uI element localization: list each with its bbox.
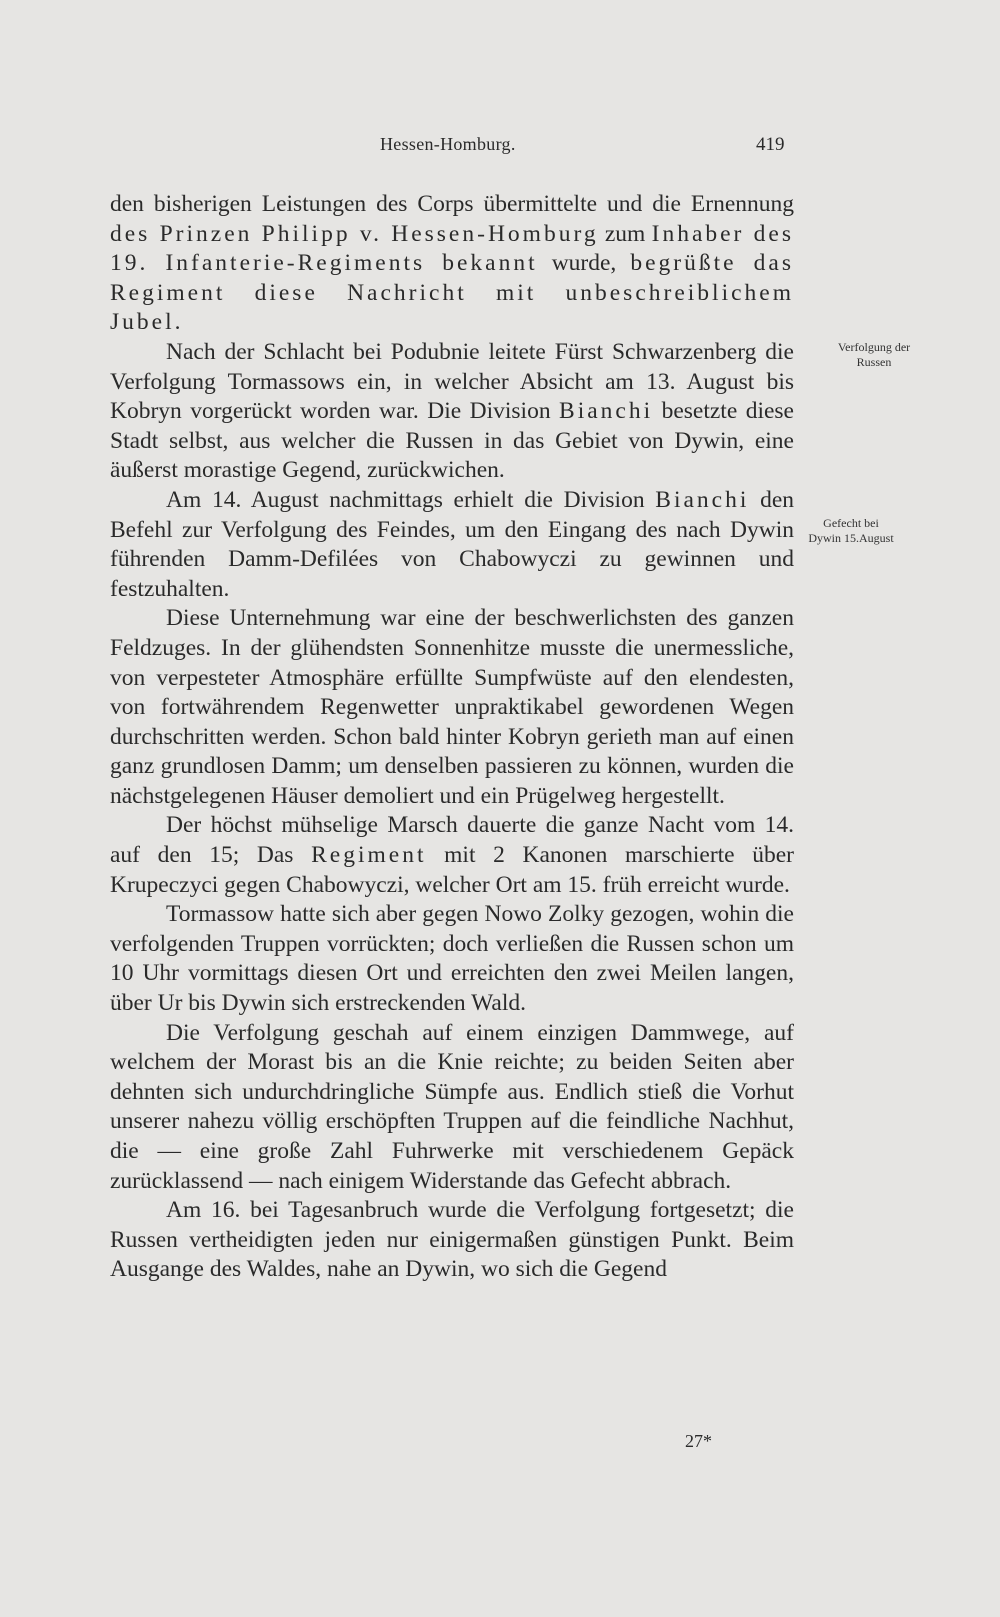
margin-note-line: Dywin 15.August <box>808 531 894 545</box>
text-segment: den Befehl zur Verfolgung des Feindes, um den Eingang des nach Dywin führenden Damm-Defilées von Chabowyczi zu gewinnen und festzuhalten. <box>110 486 794 602</box>
page-number: 419 <box>756 134 785 155</box>
text-segment: Die Verfolgung geschah auf einem einzigen Dammwege, auf welchem der Morast bis an die Knie reichte; zu beiden Seiten aber dehnten sich undurchdringliche Sümpfe aus. Endlich stieß die Vorhut unserer nahezu völlig erschöpften Truppen auf die feindliche Nachhut, die — eine große Zahl Fuhrwerke mit verschiedenem Gepäck zurücklassend — nach einigem Widerstande das Gefecht abbrach. <box>110 1019 794 1194</box>
text-segment: Tormassow hatte sich aber gegen Nowo Zolky gezogen, wohin die verfolgenden Truppen vorrückten; doch verließen die Russen schon um 10 Uhr vormittags diesen Ort und erreichten den zwei Meilen langen, über Ur bis Dywin sich erstreckenden Wald. <box>110 901 794 1017</box>
paragraph <box>110 1019 794 1197</box>
emphasized-text: Inhaber des 19. Infanterie-Regiments bekannt <box>110 220 794 277</box>
paragraph <box>110 190 794 338</box>
paragraph <box>110 811 794 900</box>
text-segment: den bisherigen Leistungen des Corps übermittelte und die Ernennung <box>110 191 794 217</box>
signature-mark: 27* <box>685 1431 712 1451</box>
text-segment: Nach der Schlacht bei Podubnie leitete Fürst Schwarzenberg die Verfolgung Tormassows ein, in welcher Absicht am 13. August bis Kobryn vorgerückt worden war. Die Division <box>110 338 794 425</box>
paragraph <box>110 900 794 1018</box>
text-segment: Am 14. August nachmittags erhielt die Division <box>166 486 656 513</box>
margin-note-gefecht <box>791 516 911 546</box>
text-segment: mit 2 Kanonen marschierte über Krupeczyci gegen Chabowyczi, welcher Ort am 15. früh erreicht wurde. <box>110 842 795 898</box>
margin-note-line: Verfolgung der <box>837 340 911 354</box>
emphasized-text: begrüßte das Regiment diese Nachricht mit unbeschreiblichem Jubel. <box>110 250 794 336</box>
text-segment: wurde, <box>537 250 631 277</box>
emphasized-text: Bianchi <box>655 486 750 513</box>
body-text <box>110 190 794 1285</box>
page-header <box>0 134 1000 164</box>
text-segment: Diese Unternehmung war eine der beschwerlichsten des ganzen Feldzuges. In der glühendsten Sonnenhitze musste die unermessliche, von verpesteter Atmosphäre erfüllte Sumpfwüste auf den elendesten, von fortwährendem Regenwetter unpraktikabel gewordenen Wegen durchschritten werden. Schon bald hinter Kobryn gerieth man auf einen ganz grundlosen Damm; um denselben passieren zu können, wurden die nächstgelegenen Häuser demoliert und ein Prügelweg hergestellt. <box>110 605 794 809</box>
text-segment: besetzte diese Stadt selbst, aus welcher die Russen in das Gebiet von Dywin, eine äußerst morastige Gegend, zurückwichen. <box>110 398 794 484</box>
paragraph <box>110 1196 794 1285</box>
paragraph <box>110 604 794 811</box>
text-segment: Der höchst mühselige Marsch dauerte die ganze Nacht vom 14. auf den 15; Das <box>110 812 794 869</box>
running-title: Hessen-Homburg. <box>380 134 516 154</box>
text-segment: zum <box>598 220 652 247</box>
paragraph <box>110 338 794 486</box>
margin-note-verfolgung <box>819 340 929 370</box>
emphasized-text: Bianchi <box>559 398 654 425</box>
margin-note-line: Gefecht bei <box>823 516 879 530</box>
emphasized-text: des Prinzen Philipp v. Hessen-Homburg <box>110 220 599 247</box>
paragraph <box>110 486 794 604</box>
margin-note-line: Russen <box>856 355 892 369</box>
text-segment: Am 16. bei Tagesanbruch wurde die Verfolgung fortgesetzt; die Russen vertheidigten jeden nur einigermaßen günstigen Punkt. Beim Ausgange des Waldes, nahe an Dywin, wo sich die Gegend <box>110 1197 794 1283</box>
emphasized-text: Regiment <box>311 842 427 869</box>
